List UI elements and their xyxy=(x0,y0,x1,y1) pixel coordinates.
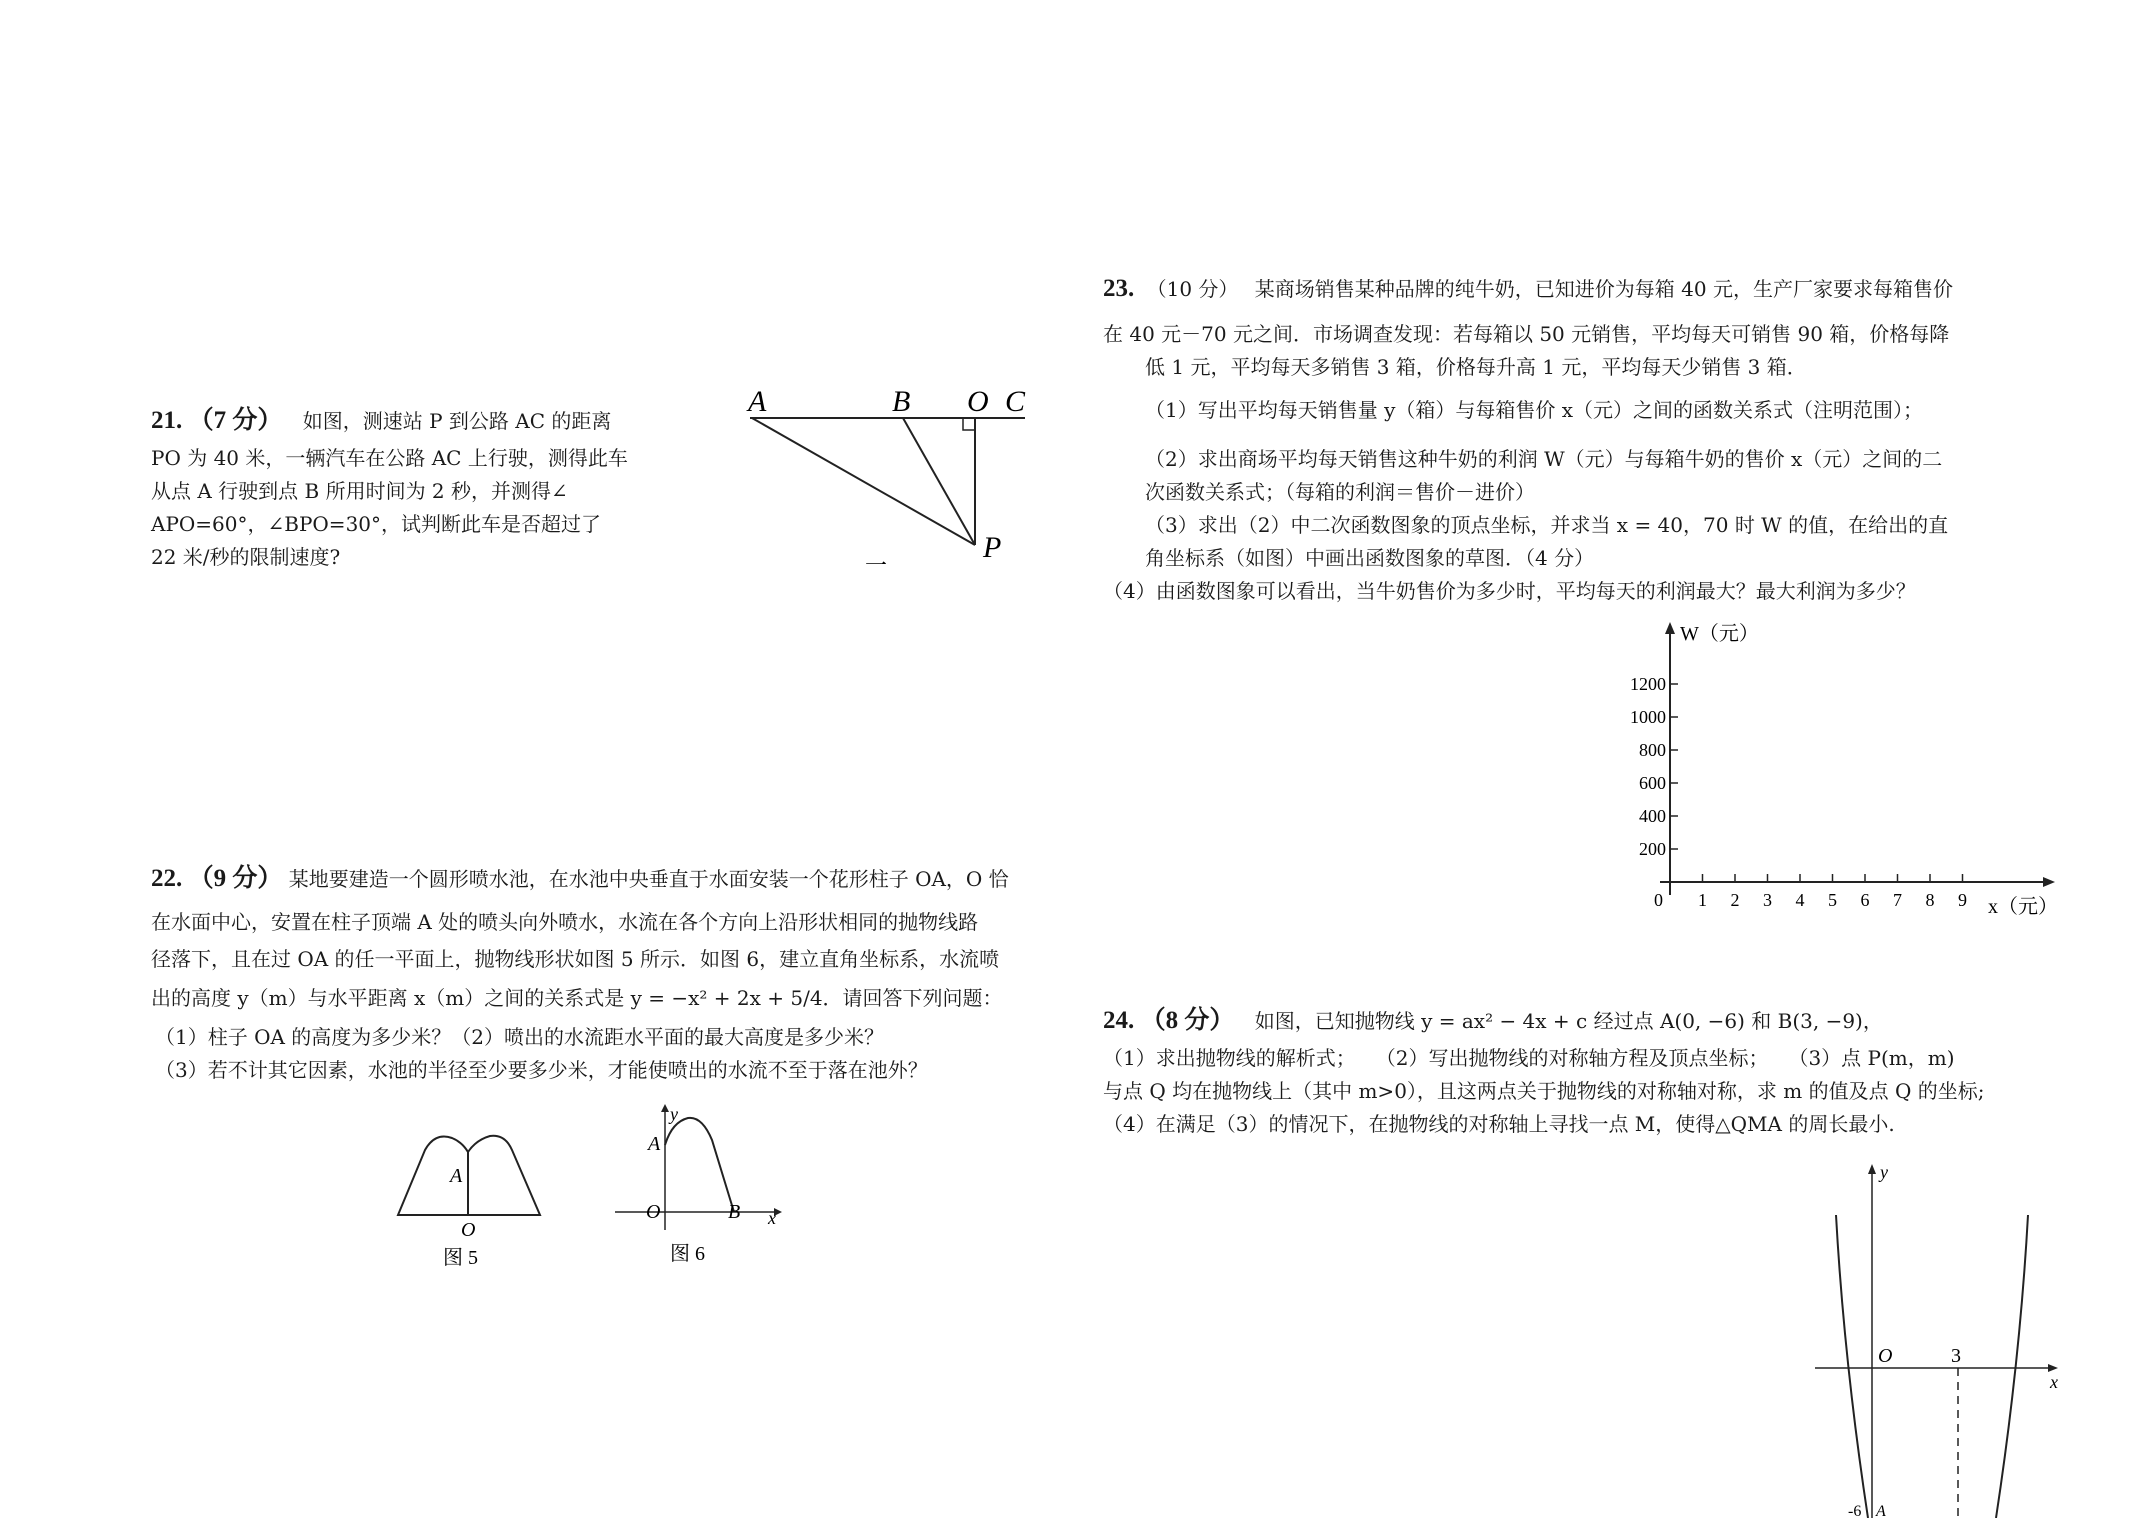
label-o: O xyxy=(967,385,989,418)
label-x: x xyxy=(2050,1372,2058,1392)
question-text-line: 在水面中心，安置在柱子顶端 A 处的喷头向外喷水，水流在各个方向上沿形状相同的抛物线路 xyxy=(151,910,979,934)
question-score: （9 分） xyxy=(188,865,283,892)
sub-question: （4）在满足（3）的情况下，在抛物线的对称轴上寻找一点 M，使得△QMA 的周长最小. xyxy=(1103,1112,1895,1136)
y-tick-label: 1200 xyxy=(1630,674,1666,694)
question-number: 22. xyxy=(151,865,183,892)
label-o: O xyxy=(1878,1345,1893,1367)
sub-question: 与点 Q 均在抛物线上（其中 m>0），且这两点关于抛物线的对称轴对称，求 m 的值及点 Q 的坐标; xyxy=(1103,1079,1985,1103)
origin-label: 0 xyxy=(1654,890,1663,910)
label-b: B xyxy=(728,1201,741,1223)
question-text-line: 从点 A 行驶到点 B 所用时间为 2 秒，并测得∠ xyxy=(151,479,568,503)
question-text-line: 径落下，且在过 OA 的任一平面上，抛物线形状如图 5 所示．如图 6，建立直角坐标系，水流喷 xyxy=(151,947,1000,971)
label-3: 3 xyxy=(1951,1345,1961,1367)
x-tick-label: 6 xyxy=(1860,890,1870,910)
figure-caption: 图 6 xyxy=(670,1243,705,1265)
question-text-line: 如图，测速站 P 到公路 AC 的距离 xyxy=(302,409,612,433)
segment-ap xyxy=(752,418,975,545)
x-tick-label: 8 xyxy=(1925,890,1935,910)
figure-caption: 图 5 xyxy=(443,1247,478,1269)
figure-caption: 一 xyxy=(865,553,888,578)
label-a: A xyxy=(748,385,767,418)
question-text-line: PO 为 40 米，一辆汽车在公路 AC 上行驶，测得此车 xyxy=(151,446,628,470)
question-number: 21. xyxy=(151,407,183,434)
question-text-line: 在 40 元－70 元之间．市场调查发现：若每箱以 50 元销售，平均每天可销售 90 箱，价格每降 xyxy=(1103,322,1950,346)
sub-question: （2）求出商场平均每天销售这种牛奶的利润 W（元）与每箱牛奶的售价 x（元）之间的二 xyxy=(1145,447,1943,471)
x-axis-label: x（元） xyxy=(1988,896,2058,918)
sub-question: （3）求出（2）中二次函数图象的顶点坐标，并求当 x = 40，70 时 W 的值，在给出的直 xyxy=(1145,513,1949,537)
label-c: C xyxy=(1005,385,1026,418)
y-axis-arrow xyxy=(1868,1164,1876,1174)
question-23 xyxy=(1103,272,2103,608)
question-score: （8 分） xyxy=(1140,1007,1235,1034)
q24-figure xyxy=(1800,1160,2070,1518)
label-p: P xyxy=(983,531,1002,564)
label-minus-6: -6 xyxy=(1848,1503,1862,1518)
x-tick-label: 5 xyxy=(1828,890,1837,910)
label-y: y xyxy=(1880,1162,1888,1182)
x-axis-arrow xyxy=(2048,1364,2058,1372)
figure-5 xyxy=(390,1130,550,1280)
x-tick-label: 2 xyxy=(1730,890,1740,910)
x-tick-label: 3 xyxy=(1763,890,1772,910)
y-axis-arrow xyxy=(1665,622,1675,634)
question-text-line: 22 米/秒的限制速度? xyxy=(151,545,341,569)
question-text-line: 某商场销售某种品牌的纯牛奶，已知进价为每箱 40 元，生产厂家要求每箱售价 xyxy=(1254,277,1953,301)
sub-question: 次函数关系式；（每箱的利润＝售价－进价） xyxy=(1145,480,1535,504)
question-text-line: 出的高度 y（m）与水平距离 x（m）之间的关系式是 y = −x² + 2x + 5/4．请回答下列问题： xyxy=(151,986,1003,1010)
sub-question: 角坐标系（如图）中画出函数图象的草图．（4 分） xyxy=(1145,546,1595,570)
question-text-line: 如图，已知抛物线 y = ax² − 4x + c 经过点 A(0, −6) 和 B(3, −9)， xyxy=(1254,1009,1883,1033)
x-ticks xyxy=(1698,874,1967,910)
label-b: B xyxy=(892,385,911,418)
y-tick-label: 600 xyxy=(1639,773,1666,793)
parabola-right-branch xyxy=(1996,1215,2028,1518)
sub-question: （1）柱子 OA 的高度为多少米？（2）喷出的水流距水平面的最大高度是多少米？ xyxy=(155,1025,885,1049)
parabola-left-branch xyxy=(1836,1215,1868,1518)
label-a: A xyxy=(1876,1503,1886,1518)
label-y: y xyxy=(670,1104,678,1124)
x-tick-label: 9 xyxy=(1958,890,1967,910)
y-tick-label: 200 xyxy=(1639,839,1666,859)
label-o: O xyxy=(646,1201,661,1223)
y-tick-label: 400 xyxy=(1639,806,1666,826)
x-axis-arrow xyxy=(2043,877,2055,887)
q23-coordinate-grid xyxy=(1610,610,2080,920)
question-text-line: 某地要建造一个圆形喷水池，在水池中央垂直于水面安装一个花形柱子 OA，O 恰 xyxy=(288,867,1009,891)
question-text-line: APO=60°，∠BPO=30°，试判断此车是否超过了 xyxy=(151,512,602,536)
q21-figure xyxy=(740,375,1050,585)
label-x: x xyxy=(768,1208,776,1228)
label-a: A xyxy=(648,1133,661,1155)
y-tick-label: 800 xyxy=(1639,740,1666,760)
segment-bp xyxy=(903,418,975,545)
sub-question: （1）写出平均每天销售量 y（箱）与每箱售价 x（元）之间的函数关系式（注明范围）； xyxy=(1145,398,1924,422)
right-angle-mark xyxy=(963,418,975,430)
question-score: （10 分） xyxy=(1146,277,1239,301)
question-24 xyxy=(1103,1004,2103,1141)
x-tick-label: 7 xyxy=(1893,890,1902,910)
water-parabola xyxy=(665,1118,734,1212)
question-text-line: 低 1 元，平均每天多销售 3 箱，价格每升高 1 元，平均每天少销售 3 箱． xyxy=(1145,355,1807,379)
question-22 xyxy=(151,862,1071,1087)
y-axis-label: W（元） xyxy=(1680,623,1759,645)
label-o: O xyxy=(461,1219,476,1241)
question-21 xyxy=(151,404,651,574)
sub-question: （4）由函数图象可以看出，当牛奶售价为多少时，平均每天的利润最大？最大利润为多少？ xyxy=(1103,579,1916,603)
question-number: 23. xyxy=(1103,275,1135,302)
label-a: A xyxy=(450,1165,463,1187)
x-tick-label: 4 xyxy=(1795,890,1805,910)
y-tick-label: 1000 xyxy=(1630,707,1666,727)
sub-question: （3）若不计其它因素，水池的半径至少要多少米，才能使喷出的水流不至于落在池外？ xyxy=(155,1058,928,1082)
x-tick-label: 1 xyxy=(1698,890,1707,910)
y-axis-arrow xyxy=(661,1104,669,1112)
figure-6 xyxy=(610,1100,790,1280)
question-score: （7 分） xyxy=(188,407,283,434)
question-number: 24. xyxy=(1103,1007,1135,1034)
sub-question: （1）求出抛物线的解析式； （2）写出抛物线的对称轴方程及顶点坐标； （3）点 P(m，m) xyxy=(1103,1046,1955,1070)
